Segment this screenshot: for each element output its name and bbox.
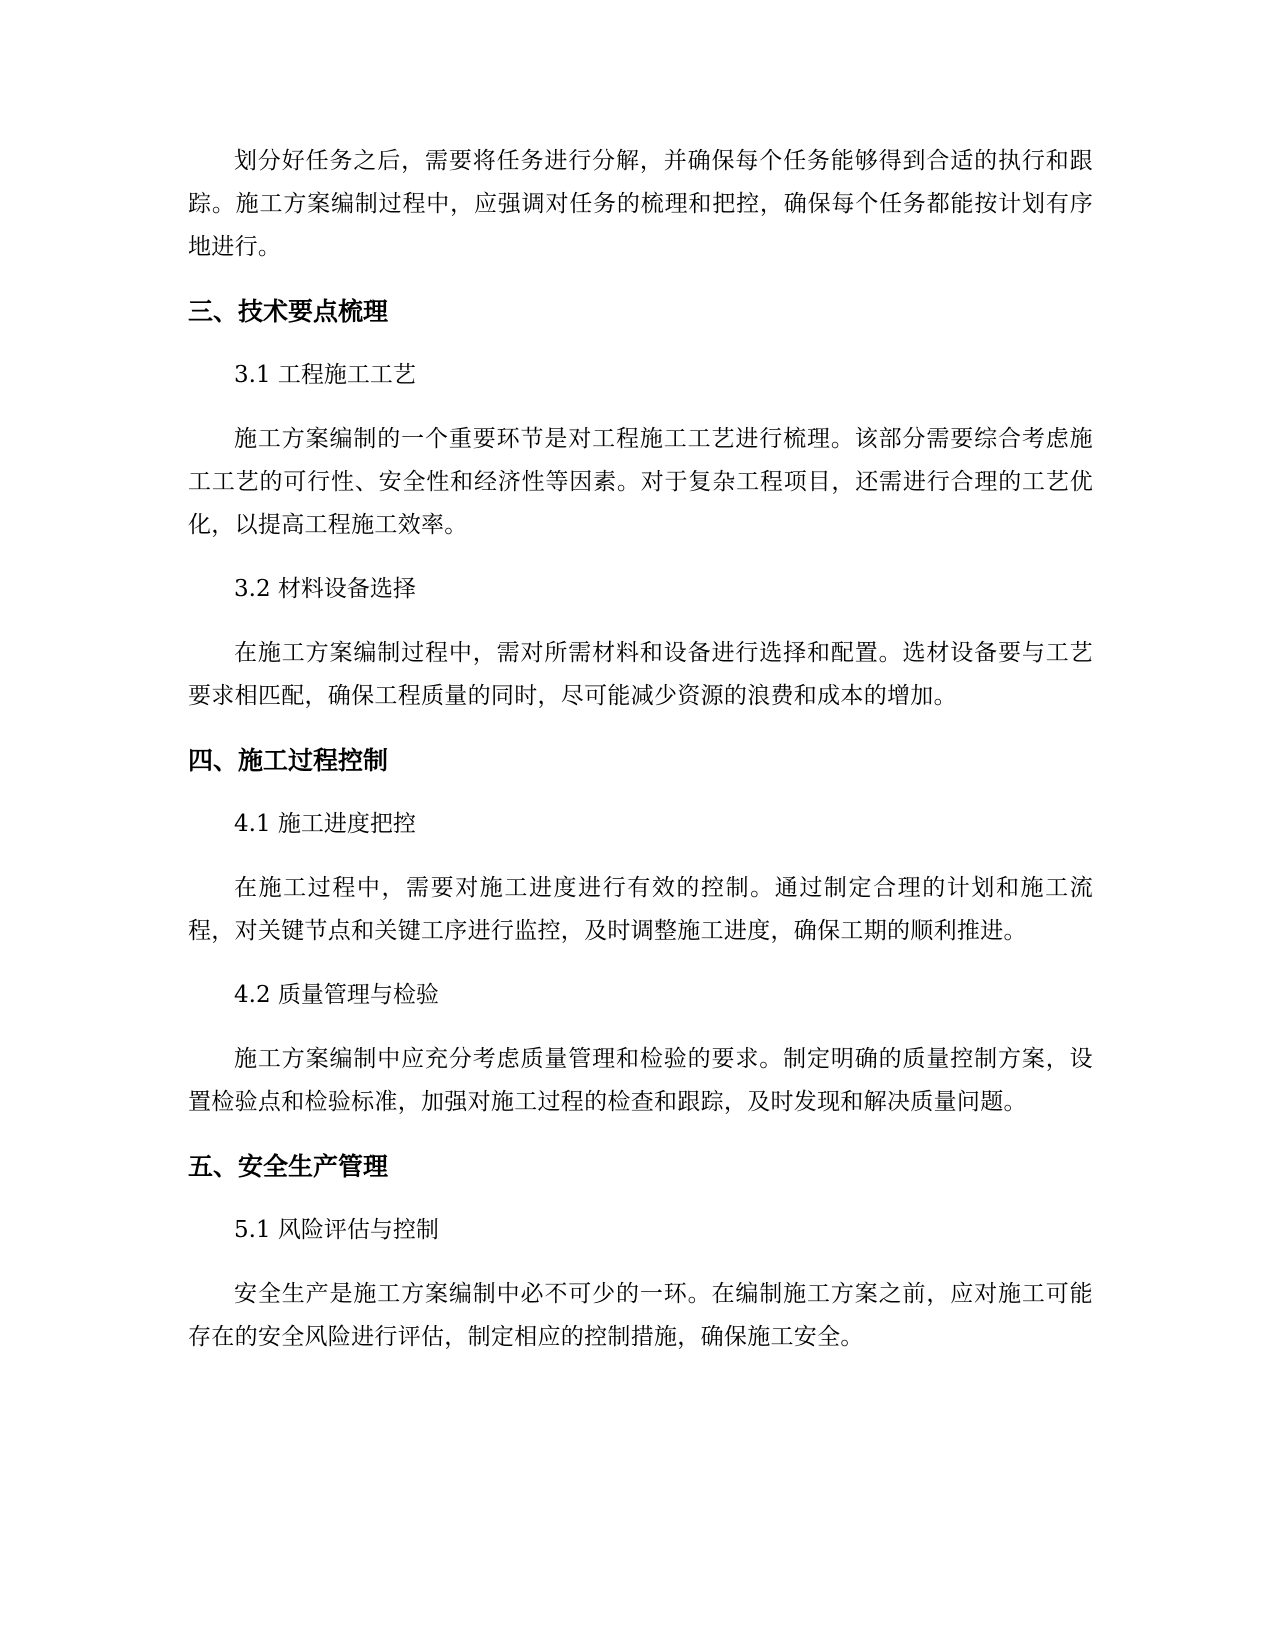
subheading-quality-management: 4.2 质量管理与检验: [234, 982, 439, 1008]
paragraph-schedule-control: 在施工过程中，需要对施工进度进行有效的控制。通过制定合理的计划和施工流程，对关键节点和关键工序进行监控，及时调整施工进度，确保工期的顺利推进。: [188, 875, 1093, 944]
subheading-risk-assessment: 5.1 风险评估与控制: [234, 1217, 439, 1243]
paragraph-material-equipment: 在施工方案编制过程中，需对所需材料和设备进行选择和配置。选材设备要与工艺要求相匹配，确保工程质量的同时，尽可能减少资源的浪费和成本的增加。: [188, 640, 1093, 709]
paragraph-quality-management: 施工方案编制中应充分考虑质量管理和检验的要求。制定明确的质量控制方案，设置检验点和检验标准，加强对施工过程的检查和跟踪，及时发现和解决质量问题。: [188, 1046, 1093, 1115]
subheading-material-equipment: 3.2 材料设备选择: [234, 576, 416, 602]
paragraph-risk-assessment: 安全生产是施工方案编制中必不可少的一环。在编制施工方案之前，应对施工可能存在的安全风险进行评估，制定相应的控制措施，确保施工安全。: [188, 1281, 1093, 1350]
paragraph-task-decomposition: 划分好任务之后，需要将任务进行分解，并确保每个任务能够得到合适的执行和跟踪。施工方案编制过程中，应强调对任务的梳理和把控，确保每个任务都能按计划有序地进行。: [188, 148, 1093, 260]
subheading-schedule-control: 4.1 施工进度把控: [234, 811, 416, 837]
paragraph-construction-process: 施工方案编制的一个重要环节是对工程施工工艺进行梳理。该部分需要综合考虑施工工艺的可行性、安全性和经济性等因素。对于复杂工程项目，还需进行合理的工艺优化，以提高工程施工效率。: [188, 426, 1093, 538]
section-heading-technical-points: 三、技术要点梳理: [188, 297, 389, 326]
section-heading-process-control: 四、施工过程控制: [188, 746, 389, 775]
section-heading-safety-management: 五、安全生产管理: [188, 1152, 389, 1181]
document-body: [188, 140, 1093, 1380]
subheading-construction-process: 3.1 工程施工工艺: [234, 362, 416, 388]
